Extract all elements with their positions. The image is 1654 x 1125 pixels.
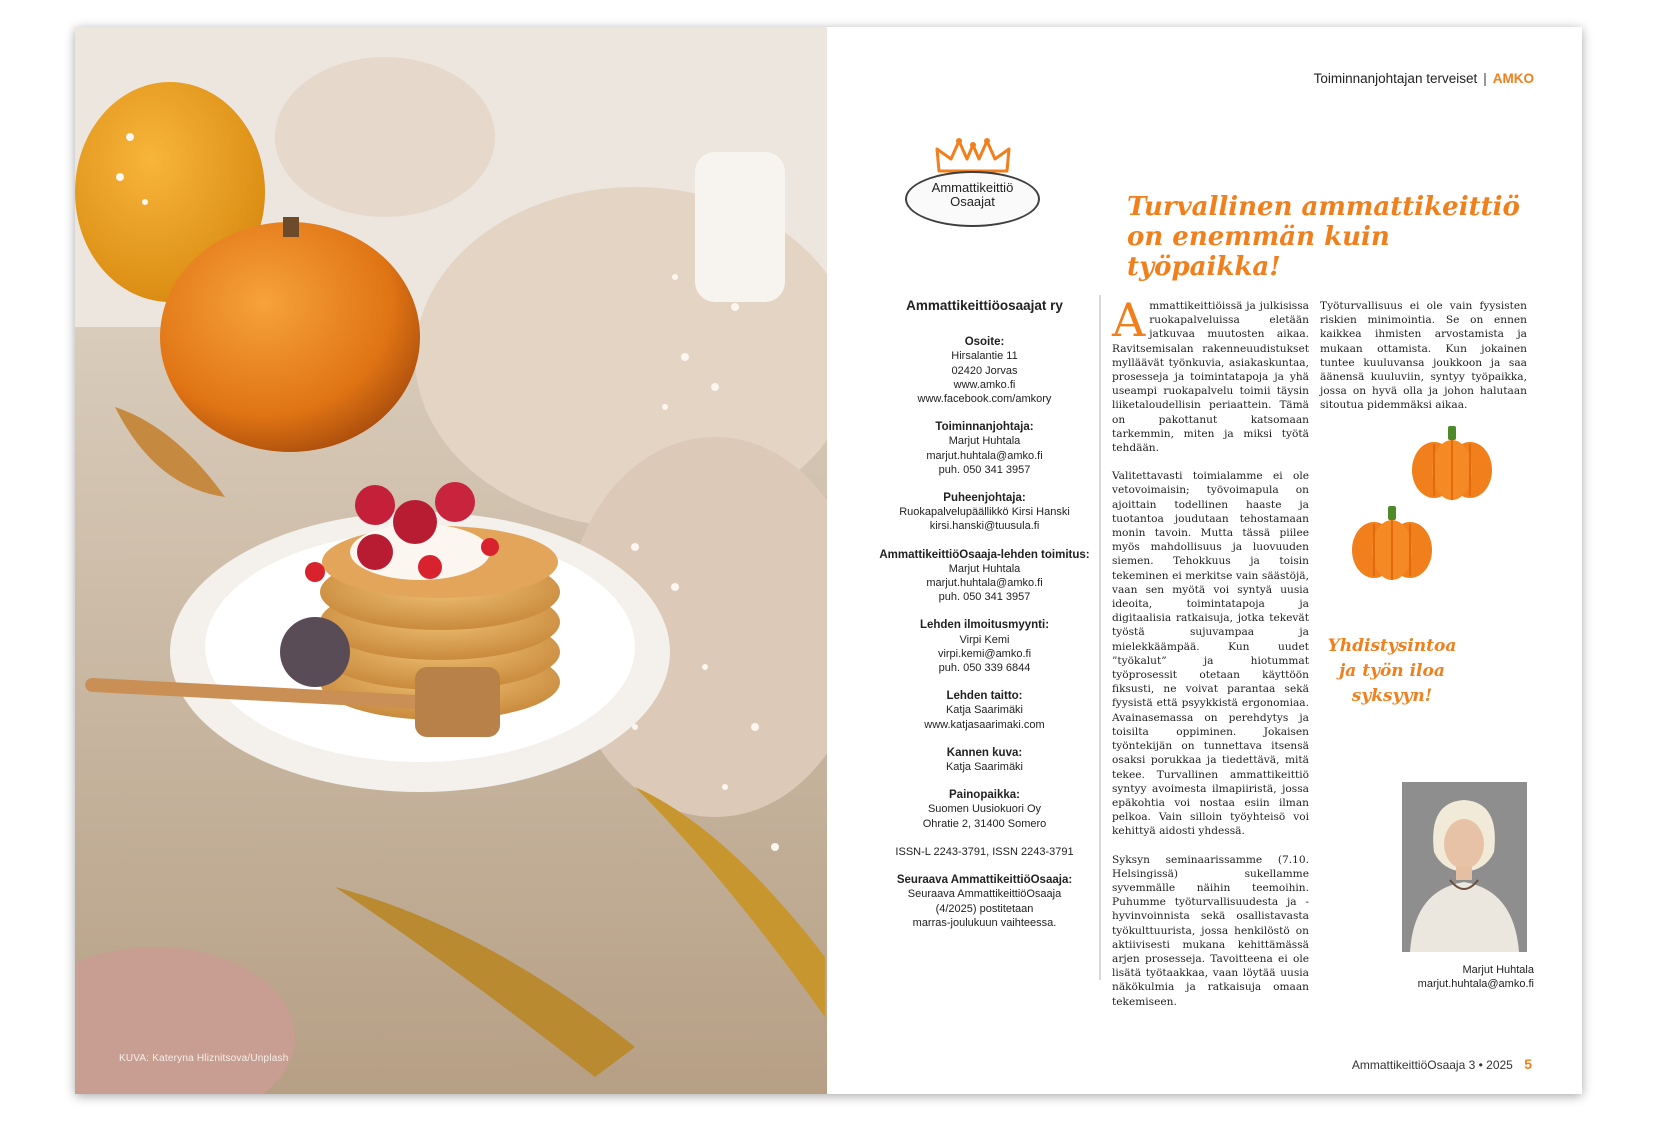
info-line: Ruokapalvelupäällikkö Kirsi Hanski bbox=[899, 506, 1070, 519]
info-line: Marjut Huhtala bbox=[948, 562, 1021, 575]
email-link[interactable]: marjut.huhtala@amko.fi bbox=[926, 449, 1043, 462]
autumn-slogan bbox=[1312, 634, 1472, 709]
website-link[interactable]: www.amko.fi bbox=[953, 378, 1016, 391]
phone-number: puh. 050 341 3957 bbox=[938, 463, 1031, 476]
info-line: Seuraava AmmattikeittiöOsaaja bbox=[907, 888, 1062, 901]
info-block-address bbox=[877, 335, 1092, 406]
contact-info-column bbox=[877, 299, 1092, 944]
info-block-chair bbox=[877, 491, 1092, 534]
info-block-cover-photo bbox=[877, 746, 1092, 774]
info-line: Marjut Huhtala bbox=[948, 435, 1021, 448]
info-line: marras-joulukuun vaihteessa. bbox=[912, 916, 1057, 929]
magazine-name: AmmattikeittiöOsaaja bbox=[1351, 1058, 1466, 1072]
issn-line: ISSN-L 2243-3791, ISSN 2243-3791 bbox=[895, 845, 1074, 858]
section-title: Toiminnanjohtajan terveiset bbox=[1313, 71, 1478, 86]
article-paragraph-4: Työturvallisuus ei ole vain fyysisten riskien minimointia. Se on ennen kaikkea ihmisten arvostamista ja mukaan ottamista. Kun jokainen tuntee kuuluvansa joukkoon ja saa äänensä kuuluviin, syntyy työpaikka, jossa on hyvä olla ja johon halutaan sitoutua pidemmäksi aikaa. bbox=[1320, 300, 1527, 412]
article-paragraph-1 bbox=[1112, 293, 1309, 455]
pumpkin-icon bbox=[1347, 502, 1437, 582]
info-block-editorial bbox=[877, 548, 1092, 605]
article-paragraph-3: Syksyn seminaarissamme (7.10. Helsingissä) sukellamme syvemmälle näihin teemoihin. Puhumme työturvallisuudesta ja -hyvinvoinnista sekä osallistavasta työkulttuurista, jossa henkilöstö on aktiivisesti mukana kehittämässä arjen prosesseja. Tavoitteena ei ole lisätä työtaakkaa, vaan löytää uusia näkökulmia ja ratkaisuja omaan tekemiseen. bbox=[1112, 853, 1309, 1008]
email-link[interactable]: virpi.kemi@amko.fi bbox=[937, 647, 1032, 660]
info-label: Seuraava AmmattikeittiöOsaaja: bbox=[896, 874, 1073, 887]
info-line: Katja Saarimäki bbox=[945, 704, 1024, 717]
slogan-line-1: Yhdistysintoa bbox=[1327, 636, 1457, 656]
website-link[interactable]: www.katjasaarimaki.com bbox=[924, 718, 1045, 731]
author-portrait bbox=[1402, 782, 1527, 952]
info-label: Kannen kuva: bbox=[946, 746, 1023, 759]
info-block-next-issue bbox=[877, 873, 1092, 930]
email-link[interactable]: kirsi.hanski@tuusula.fi bbox=[929, 520, 1040, 533]
email-link[interactable]: marjut.huhtala@amko.fi bbox=[926, 577, 1043, 590]
pumpkin-icon bbox=[1407, 422, 1497, 502]
info-block-executive-director bbox=[877, 420, 1092, 477]
page-footer bbox=[1352, 1056, 1532, 1072]
phone-number: puh. 050 341 3957 bbox=[938, 591, 1031, 604]
info-label: Painopaikka: bbox=[949, 789, 1020, 802]
info-label: Toiminnanjohtaja: bbox=[935, 421, 1034, 434]
logo-line-1: Ammattikeittiö bbox=[931, 180, 1014, 195]
column-divider bbox=[1099, 295, 1101, 980]
cover-photo bbox=[75, 27, 827, 1094]
info-block-layout bbox=[877, 689, 1092, 732]
article-page bbox=[827, 27, 1582, 1094]
photo-credit: KUVA: Kateryna Hliznitsova/Unplash bbox=[119, 1053, 289, 1064]
author-caption bbox=[1418, 963, 1534, 991]
info-line: Suomen Uusiokuori Oy bbox=[927, 803, 1042, 816]
info-line: Ohratie 2, 31400 Somero bbox=[922, 817, 1047, 830]
info-block-printing bbox=[877, 788, 1092, 831]
facebook-link[interactable]: www.facebook.com/amkory bbox=[917, 393, 1052, 406]
slogan-line-2: ja työn iloa bbox=[1339, 661, 1445, 681]
info-line: Katja Saarimäki bbox=[945, 761, 1024, 774]
author-email[interactable]: marjut.huhtala@amko.fi bbox=[1417, 978, 1534, 990]
info-line: Hirsalantie 11 bbox=[951, 350, 1018, 363]
running-head bbox=[1314, 71, 1534, 86]
person-silhouette bbox=[1402, 782, 1527, 952]
pancake-still-life-illustration bbox=[75, 27, 827, 1094]
organization-name: Ammattikeittiöosaajat ry bbox=[906, 298, 1063, 313]
article-column-1 bbox=[1112, 293, 1309, 1023]
info-label: Lehden ilmoitusmyynti: bbox=[919, 619, 1050, 632]
phone-number: puh. 050 339 6844 bbox=[938, 662, 1031, 675]
article-paragraph-2: Valitettavasti toimialamme ei ole vetovoimaisin; työvoimapula on ajoittain todellinen haaste ja tuotantoa joudutaan tehostamaan monin tavoin. Mutta tässä piilee myös mahdollisuus ja luovuuden siemen. Tehokkuus ja toisin tekeminen ei merkitse vain säästöjä, vaan sen myötä voi syntyä uusia ideoita, toimintatapoja ja digitaalisia ratkaisuja, jotka tekevät työstä sujuvampaa ja mielekkäämpää. Kun uudet ”työkalut” ja hiotummat työprosessit otetaan käyttöön fiksusti, ne voivat parantaa sekä fyysistä että psyykkistä ergonomiaa. Avainasemassa on perehdytys ja toisilta oppiminen. Jokaisen työntekijän on tunnettava itsensä osaksi porukkaa ja tiedettävä, mitä tekee. Turvallinen ammattikeittiö syntyy avoimesta ilmapiiristä, jossa epäkohtia voi nostaa esiin ilman pelkoa. Vain silloin työyhteisö voi kehittyä aidosti yhdessä. bbox=[1112, 470, 1309, 838]
slogan-line-3: syksyyn! bbox=[1351, 686, 1433, 706]
issue-number: 3 • 2025 bbox=[1468, 1058, 1513, 1072]
paragraph-text: mmattikeittiöissä ja julkisissa ruokapalveluissa eletään jatkuvaa muutosten aikaa. Ravitsemisalan rakenneuudistukset mylläävät työnkuvia, asiakaskuntaa, prosesseja ja toimintatapoja ja yhä useampi ruokapalvelu toimii täysin liiketaloudellisin periaattein. Tämä on pakottanut katsomaan tarkemmin, miten ja miksi työtä tehdään. bbox=[1112, 300, 1309, 455]
info-block-ad-sales bbox=[877, 618, 1092, 675]
header-divider: | bbox=[1483, 71, 1487, 86]
article-headline: Turvallinen ammattikeittiö on enemmän kuin työpaikka! bbox=[1127, 192, 1520, 282]
logo-wordmark bbox=[905, 181, 1040, 209]
info-label: AmmattikeittiöOsaaja-lehden toimitus: bbox=[879, 548, 1090, 561]
page-number: 5 bbox=[1524, 1056, 1532, 1072]
article-column-2 bbox=[1320, 299, 1527, 427]
association-logo bbox=[905, 137, 1040, 232]
info-line: (4/2025) postitetaan bbox=[935, 902, 1034, 915]
info-label: Puheenjohtaja: bbox=[943, 492, 1026, 505]
author-name: Marjut Huhtala bbox=[1462, 964, 1534, 976]
logo-line-2: Osaajat bbox=[950, 194, 995, 209]
drop-cap: A bbox=[1112, 293, 1146, 347]
magazine-spread bbox=[75, 27, 1582, 1094]
info-line: 02420 Jorvas bbox=[951, 364, 1018, 377]
info-line: Virpi Kemi bbox=[959, 633, 1010, 646]
info-label: Lehden taitto: bbox=[946, 690, 1023, 703]
brand-label: AMKO bbox=[1492, 71, 1534, 86]
info-label: Osoite: bbox=[964, 336, 1005, 349]
